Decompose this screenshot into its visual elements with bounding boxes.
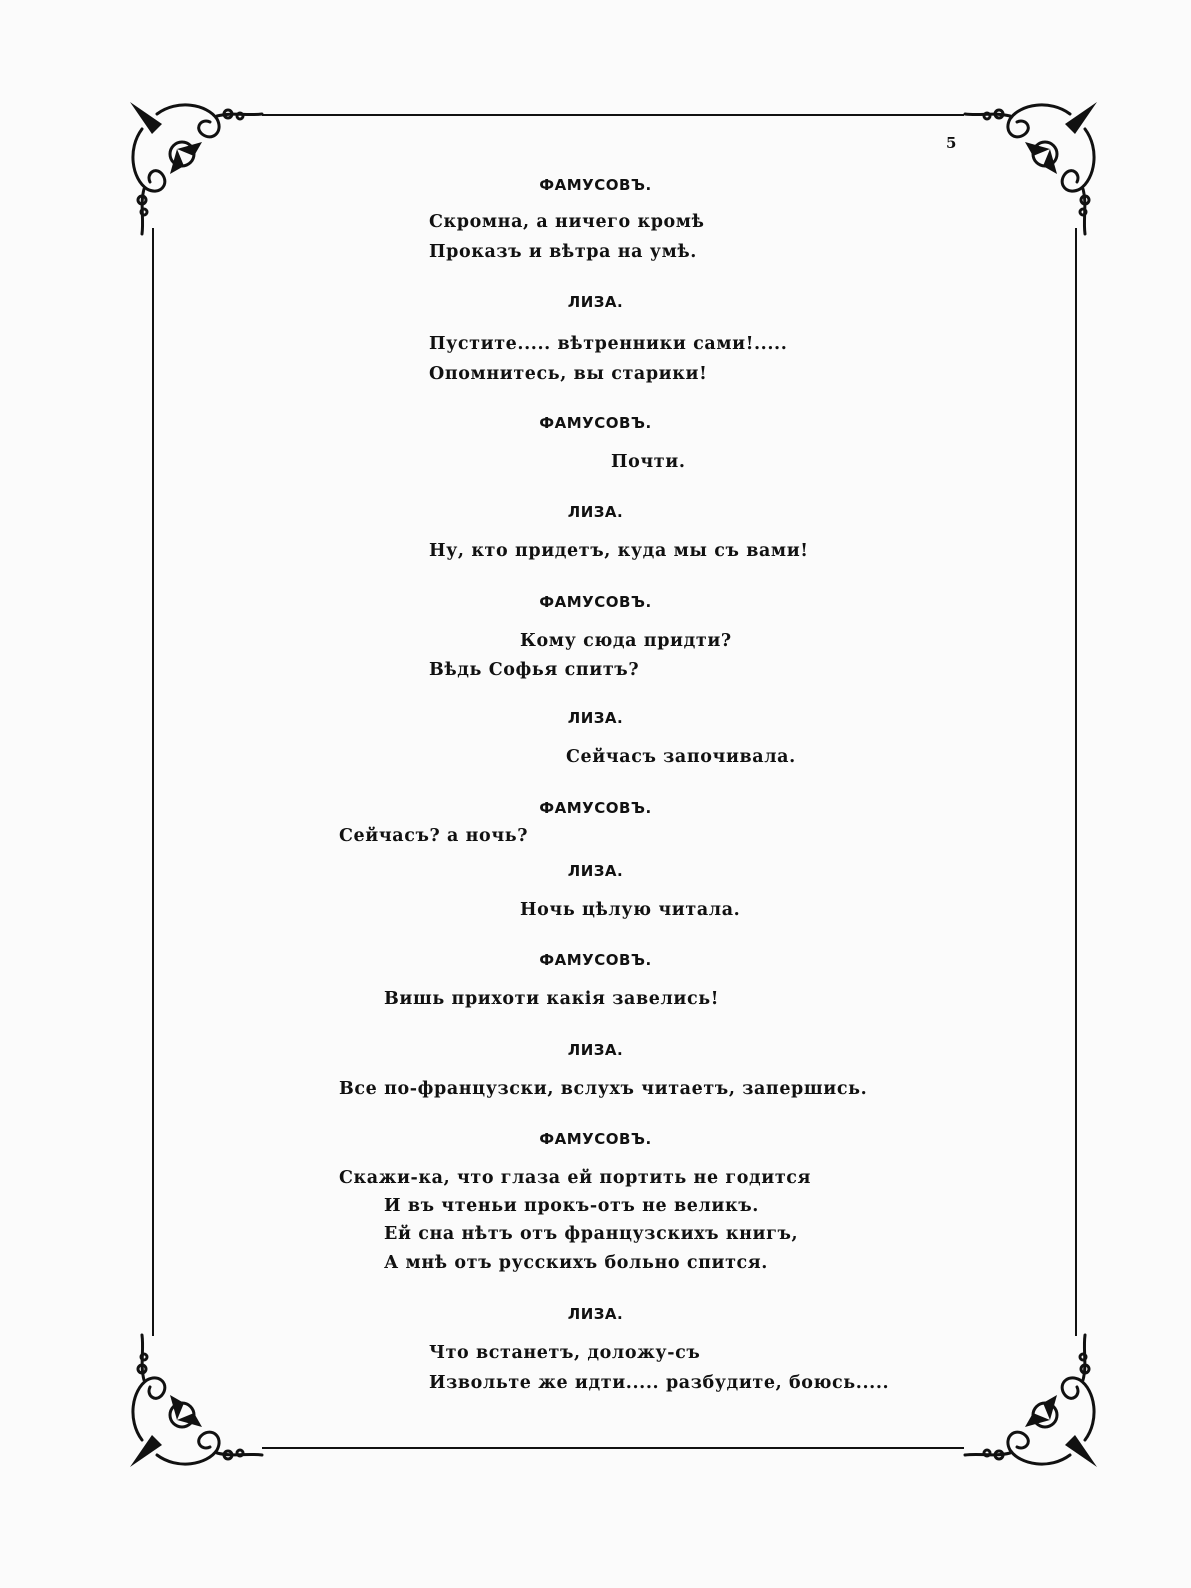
verse-line: Все по-французски, вслухъ читаетъ, запершись. (339, 1079, 868, 1099)
border-right-line (1075, 228, 1077, 1336)
verse-line: Что встанетъ, доложу-съ (429, 1343, 701, 1363)
verse-line: Пустите..... вѣтренники сами!..... (429, 334, 788, 354)
verse-line: Ей сна нѣтъ отъ французскихъ книгъ, (384, 1224, 799, 1244)
verse-line: Сейчасъ започивала. (566, 747, 796, 767)
speaker-name: ЛИЗА. (567, 293, 624, 311)
verse-line: Проказъ и вѣтра на умѣ. (429, 242, 697, 262)
verse-line: Почти. (611, 452, 686, 472)
verse-line: Извольте же идти..... разбудите, боюсь..... (429, 1373, 890, 1393)
speaker-name: ЛИЗА. (567, 1041, 624, 1059)
verse-line: А мнѣ отъ русскихъ больно спится. (384, 1253, 769, 1273)
corner-ornament-bottom-left-icon (122, 1325, 272, 1475)
corner-ornament-bottom-right-icon (955, 1325, 1105, 1475)
verse-line: И въ чтеньи прокъ-отъ не великъ. (384, 1196, 759, 1216)
speaker-name: ФАМУСОВЪ. (539, 799, 652, 817)
speaker-name: ЛИЗА. (567, 709, 624, 727)
speaker-name: ЛИЗА. (567, 862, 624, 880)
speaker-name: ФАМУСОВЪ. (539, 951, 652, 969)
speaker-name: ФАМУСОВЪ. (539, 414, 652, 432)
speaker-name: ФАМУСОВЪ. (539, 593, 652, 611)
speaker-name: ФАМУСОВЪ. (539, 1130, 652, 1148)
verse-line: Кому сюда придти? (520, 631, 732, 651)
verse-line: Ну, кто придетъ, куда мы съ вами! (429, 541, 809, 561)
verse-line: Вишь прихоти какія завелись! (384, 989, 720, 1009)
verse-line: Скажи-ка, что глаза ей портить не годится (339, 1168, 812, 1188)
verse-line: Опомнитесь, вы старики! (429, 364, 708, 384)
corner-ornament-top-right-icon (955, 94, 1105, 244)
speaker-name: ЛИЗА. (567, 1305, 624, 1323)
speaker-name: ФАМУСОВЪ. (539, 176, 652, 194)
verse-line: Скромна, а ничего кромѣ (429, 212, 705, 232)
corner-ornament-top-left-icon (122, 94, 272, 244)
verse-line: Сейчасъ? а ночь? (339, 826, 529, 846)
verse-line: Вѣдь Софья спитъ? (429, 660, 640, 680)
border-left-line (152, 228, 154, 1336)
page-number: 5 (946, 134, 957, 152)
speaker-name: ЛИЗА. (567, 503, 624, 521)
verse-line: Ночь цѣлую читала. (520, 900, 741, 920)
border-bottom-line (262, 1447, 964, 1449)
border-top-line (262, 114, 964, 116)
